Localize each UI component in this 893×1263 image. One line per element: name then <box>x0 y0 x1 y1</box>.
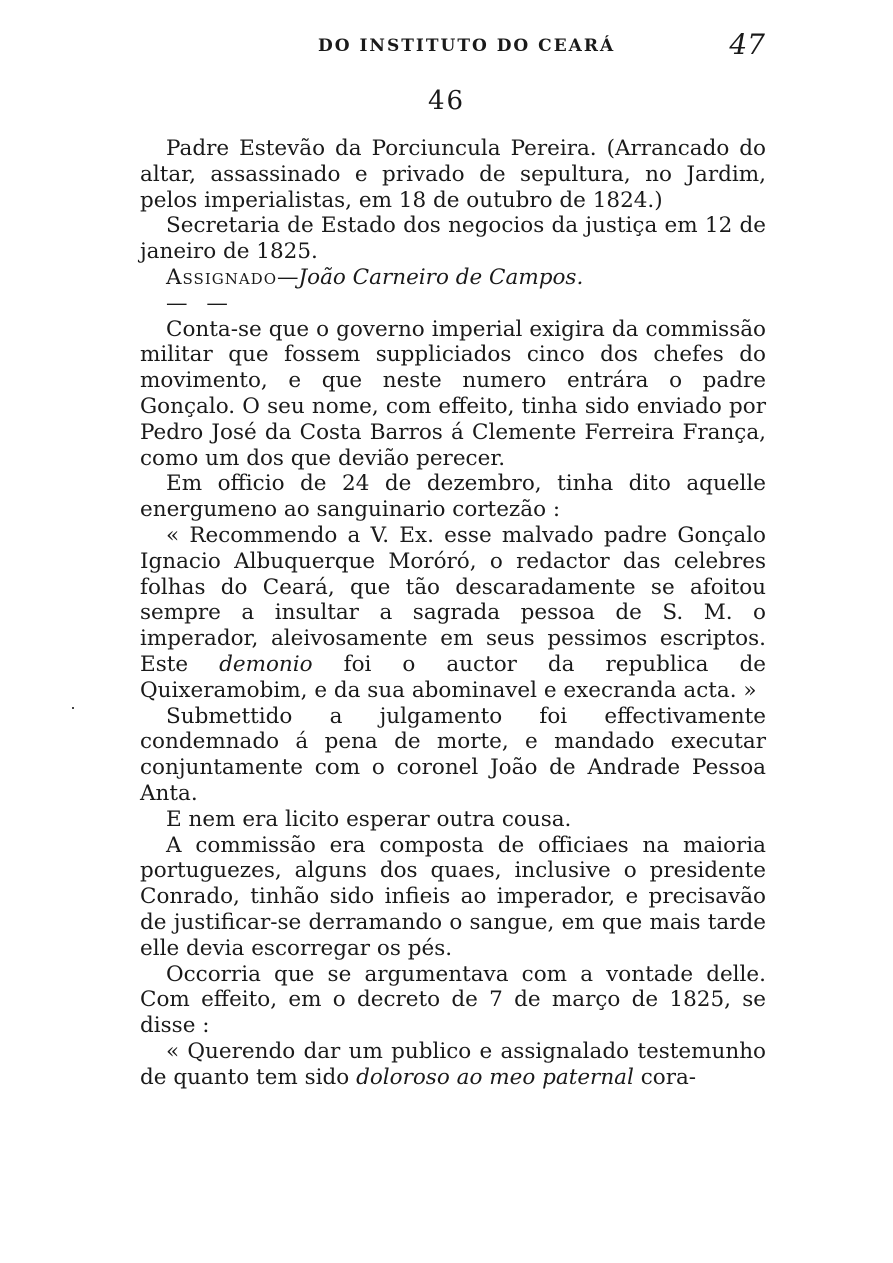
quote2-part-a: « Querendo dar um publico e assignalado testemunho de quanto tem sido <box>140 1038 766 1090</box>
paragraph-submettido: Submettido a julgamento foi effectivamente condemnado á pena de morte, e mandado executar conjuntamente com o coronel João de Andrade Pessoa Anta. <box>140 703 766 806</box>
paragraph-officio: Em officio de 24 de dezembro, tinha dito aquelle energumeno ao sanguinario cortezão : <box>140 471 766 523</box>
signature-name: João Carneiro de Campos. <box>298 264 584 290</box>
quote-italic-word: demonio <box>219 651 313 677</box>
paragraph-quote-querendo <box>140 1039 766 1091</box>
quote2-part-b: cora- <box>633 1064 697 1090</box>
paragraph-secretaria: Secretaria de Estado dos negocios da justiça em 12 de janeiro de 1825. <box>140 213 766 265</box>
paragraph-conta-se: Conta-se que o governo imperial exigira da commissão militar que fossem suppliciados cinco dos chefes do movimento, e que neste numero entrára o padre Gonçalo. O seu nome, com effeito, tinha sido enviado por Pedro José da Costa Barros á Clemente Ferreira França, como um dos que devião perecer. <box>140 316 766 471</box>
body-text <box>140 136 766 1090</box>
quote-part-b: foi o auctor da republica de Quixeramobim, e da sua abominavel e execranda acta. » <box>140 651 766 703</box>
signature-dash: — <box>277 264 299 290</box>
paragraph-commissao: A commissão era composta de officiaes na maioria portuguezes, alguns dos quaes, inclusive o presidente Conrado, tinhão sido infieis ao imperador, e precisavão de justificar-se derramando o sangue, em que mais tarde elle devia escorregar os pés. <box>140 832 766 961</box>
quote2-italic: doloroso ao meo paternal <box>356 1064 634 1090</box>
paragraph-occorria: Occorria que se argumentava com a vontade delle. Com effeito, em o decreto de 7 de março de 1825, se disse : <box>140 961 766 1039</box>
quote-part-a: « Recommendo a V. Ex. esse malvado padre Gonçalo Ignacio Albuquerque Moróró, o redactor das celebres folhas do Ceará, que tão descaradamente se afoitou sempre a insultar a sagrada pessoa de S. M. o imperador, aleivosamente em seus pessimos escriptos. Este <box>140 522 766 677</box>
signature-label: Assignado <box>166 264 278 290</box>
paragraph-nem-era: E nem era licito esperar outra cousa. <box>166 806 572 832</box>
paragraph-quote-recommendo <box>140 523 766 704</box>
margin-mark <box>72 707 74 709</box>
section-separator: — — <box>166 290 234 316</box>
section-number: 46 <box>427 86 466 116</box>
paragraph-martyr-note: Padre Estevão da Porciuncula Pereira. (Arrancado do altar, assassinado e privado de sepultura, no Jardim, pelos imperialistas, em 18 de outubro de 1824.) <box>140 136 766 213</box>
page-number: 47 <box>729 28 765 61</box>
signature-line <box>140 265 766 291</box>
running-head: DO INSTITUTO DO CEARÁ <box>318 36 616 56</box>
